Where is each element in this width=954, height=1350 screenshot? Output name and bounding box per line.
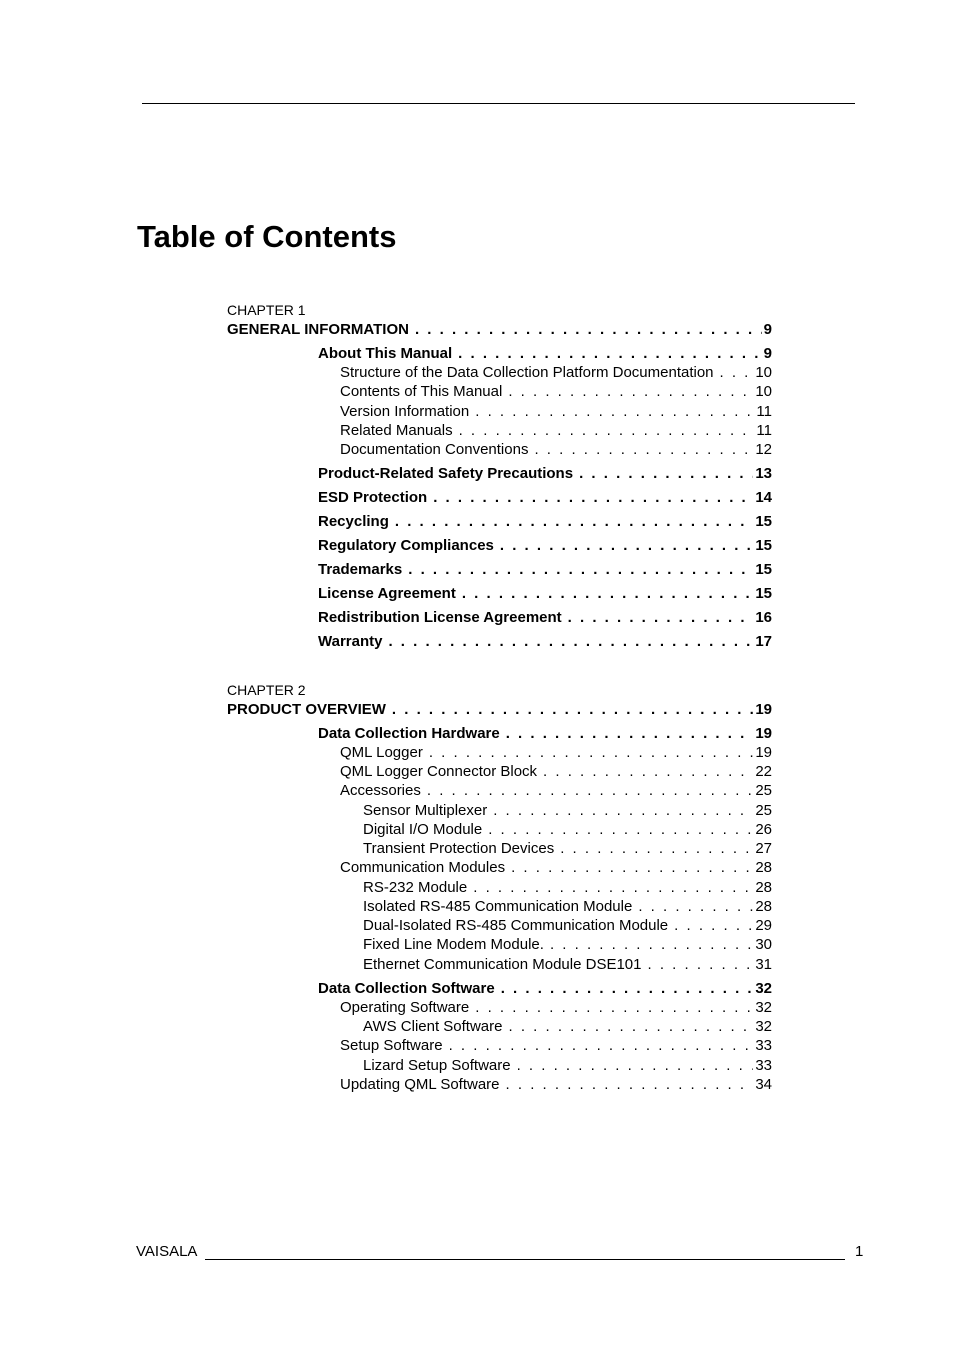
dot-leader xyxy=(503,1017,754,1036)
toc-entry-page: 13 xyxy=(755,465,772,482)
toc-entry[interactable] xyxy=(340,998,772,1017)
toc-entry-page: 16 xyxy=(755,609,772,626)
toc-entry[interactable] xyxy=(340,1075,772,1094)
toc-entry-title: About This Manual xyxy=(318,345,453,362)
toc-entry-title: Product-Related Safety Precautions xyxy=(318,465,574,482)
toc-entry[interactable] xyxy=(363,878,772,897)
dot-leader xyxy=(456,584,753,603)
dot-leader xyxy=(469,402,754,421)
toc-entry[interactable] xyxy=(318,584,772,603)
toc-entry-page: 26 xyxy=(755,821,772,838)
toc-entry-title: Warranty xyxy=(318,633,383,650)
toc-entry-title: Recycling xyxy=(318,513,389,530)
dot-leader xyxy=(641,955,753,974)
toc-entry[interactable] xyxy=(363,820,772,839)
dot-leader xyxy=(487,801,753,820)
toc-entry-title: Data Collection Software xyxy=(318,980,495,997)
toc-entry-title: Fixed Line Modem Module. xyxy=(363,936,544,953)
toc-entry-title: License Agreement xyxy=(318,585,456,602)
dot-leader xyxy=(537,762,753,781)
dot-leader xyxy=(421,781,753,800)
dot-leader xyxy=(423,743,753,762)
toc-entry[interactable] xyxy=(340,743,772,762)
toc-entry-page: 28 xyxy=(755,898,772,915)
toc-entry-page: 34 xyxy=(755,1076,772,1093)
toc-entry[interactable] xyxy=(318,536,772,555)
toc-entry[interactable] xyxy=(318,560,772,579)
dot-leader xyxy=(573,464,753,483)
toc-entry[interactable] xyxy=(363,916,772,935)
toc-entry[interactable] xyxy=(340,1036,772,1055)
dot-leader xyxy=(386,700,753,719)
footer-brand: VAISALA xyxy=(136,1243,198,1260)
toc-entry-title: Dual-Isolated RS-485 Communication Module xyxy=(363,917,669,934)
toc-entry-title: Digital I/O Module xyxy=(363,821,483,838)
dot-leader xyxy=(544,935,753,954)
dot-leader xyxy=(528,440,753,459)
dot-leader xyxy=(494,536,753,555)
toc-entry-title: Transient Protection Devices xyxy=(363,840,555,857)
toc-entry-title: Redistribution License Agreement xyxy=(318,609,562,626)
toc-entry-title: Documentation Conventions xyxy=(340,441,529,458)
dot-leader xyxy=(409,320,762,339)
toc-entry-title: ESD Protection xyxy=(318,489,428,506)
dot-leader xyxy=(427,488,753,507)
toc-entry-page: 19 xyxy=(755,744,772,761)
toc-entry-page: 14 xyxy=(755,489,772,506)
toc-entry-page: 11 xyxy=(756,422,772,439)
toc-entry[interactable] xyxy=(340,858,772,877)
page-title: Table of Contents xyxy=(137,219,397,254)
toc-entry-page: 11 xyxy=(756,403,772,420)
dot-leader xyxy=(495,979,754,998)
toc-entry-page: 15 xyxy=(755,561,772,578)
header-rule xyxy=(142,103,855,104)
dot-leader xyxy=(500,724,754,743)
toc-entry-page: 19 xyxy=(755,725,772,742)
toc-entry[interactable] xyxy=(318,464,772,483)
toc-entry-title: Trademarks xyxy=(318,561,403,578)
dot-leader xyxy=(453,421,755,440)
toc-entry-title: Ethernet Communication Module DSE101 xyxy=(363,956,642,973)
dot-leader xyxy=(632,897,753,916)
toc-entry-page: 15 xyxy=(755,585,772,602)
dot-leader xyxy=(668,916,753,935)
toc-entry[interactable] xyxy=(340,781,772,800)
toc-entry-page: 9 xyxy=(763,321,772,338)
toc-entry-page: 33 xyxy=(755,1037,772,1054)
toc-entry-title: Sensor Multiplexer xyxy=(363,802,488,819)
toc-entry[interactable] xyxy=(340,363,772,382)
toc-entry-title: Isolated RS-485 Communication Module xyxy=(363,898,633,915)
toc-entry-page: 15 xyxy=(755,513,772,530)
dot-leader xyxy=(500,1075,754,1094)
toc-entry-page: 30 xyxy=(755,936,772,953)
dot-leader xyxy=(482,820,753,839)
dot-leader xyxy=(452,344,761,363)
toc-entry-page: 12 xyxy=(755,441,772,458)
dot-leader xyxy=(511,1056,754,1075)
chapter-label: CHAPTER 1 xyxy=(227,302,306,318)
toc-entry-title: QML Logger Connector Block xyxy=(340,763,538,780)
toc-entry-title: Setup Software xyxy=(340,1037,443,1054)
toc-entry[interactable] xyxy=(340,440,772,459)
toc-entry[interactable] xyxy=(318,344,772,363)
toc-entry[interactable] xyxy=(363,897,772,916)
toc-entry[interactable] xyxy=(318,488,772,507)
toc-entry[interactable] xyxy=(227,320,772,339)
toc-entry-title: AWS Client Software xyxy=(363,1018,503,1035)
toc-entry[interactable] xyxy=(227,700,772,719)
toc-entry[interactable] xyxy=(340,402,772,421)
toc-entry-title: Related Manuals xyxy=(340,422,453,439)
toc-entry[interactable] xyxy=(318,979,772,998)
dot-leader xyxy=(469,998,753,1017)
dot-leader xyxy=(554,839,753,858)
dot-leader xyxy=(714,363,754,382)
toc-entry[interactable] xyxy=(318,512,772,531)
toc-entry[interactable] xyxy=(363,839,772,858)
dot-leader xyxy=(389,512,753,531)
toc-entry[interactable] xyxy=(340,762,772,781)
toc-entry-title: Version Information xyxy=(340,403,470,420)
toc-entry-page: 29 xyxy=(755,917,772,934)
toc-entry-title: Accessories xyxy=(340,782,421,799)
dot-leader xyxy=(467,878,753,897)
toc-entry[interactable] xyxy=(340,382,772,401)
toc-entry-title: Operating Software xyxy=(340,999,470,1016)
toc-entry-title: RS-232 Module xyxy=(363,879,468,896)
toc-entry-page: 17 xyxy=(755,633,772,650)
toc-entry[interactable] xyxy=(363,955,772,974)
toc-entry-title: Updating QML Software xyxy=(340,1076,500,1093)
toc-entry[interactable] xyxy=(318,632,772,651)
toc-entry-page: 22 xyxy=(755,763,772,780)
toc-entry-page: 32 xyxy=(755,980,772,997)
toc-entry-title: Structure of the Data Collection Platform Documentation xyxy=(340,364,714,381)
toc-entry[interactable] xyxy=(318,724,772,743)
toc-entry-title: Regulatory Compliances xyxy=(318,537,494,554)
dot-leader xyxy=(402,560,753,579)
toc-entry-page: 28 xyxy=(755,879,772,896)
dot-leader xyxy=(502,382,753,401)
toc-entry-page: 33 xyxy=(755,1057,772,1074)
toc-entry[interactable] xyxy=(363,935,772,954)
toc-entry-page: 25 xyxy=(755,802,772,819)
toc-entry-title: Data Collection Hardware xyxy=(318,725,500,742)
toc-entry-page: 15 xyxy=(755,537,772,554)
toc-entry-title: Communication Modules xyxy=(340,859,506,876)
dot-leader xyxy=(562,608,754,627)
toc-entry[interactable] xyxy=(363,1056,772,1075)
toc-entry[interactable] xyxy=(363,1017,772,1036)
toc-entry[interactable] xyxy=(363,801,772,820)
footer-page-number: 1 xyxy=(855,1243,864,1260)
toc-entry[interactable] xyxy=(340,421,772,440)
toc-entry-page: 25 xyxy=(755,782,772,799)
toc-entry-page: 19 xyxy=(755,701,772,718)
toc-entry-title: PRODUCT OVERVIEW xyxy=(227,701,386,718)
toc-entry-page: 9 xyxy=(763,345,772,362)
toc-entry-page: 32 xyxy=(755,1018,772,1035)
footer-rule xyxy=(205,1259,845,1260)
toc-entry-page: 31 xyxy=(755,956,772,973)
toc-entry-title: Lizard Setup Software xyxy=(363,1057,511,1074)
toc-entry-page: 10 xyxy=(755,383,772,400)
toc-entry[interactable] xyxy=(318,608,772,627)
toc-entry-page: 10 xyxy=(755,364,772,381)
chapter-label: CHAPTER 2 xyxy=(227,682,306,698)
toc-entry-title: GENERAL INFORMATION xyxy=(227,321,409,338)
dot-leader xyxy=(505,858,753,877)
toc-entry-page: 28 xyxy=(755,859,772,876)
dot-leader xyxy=(443,1036,754,1055)
toc-entry-page: 27 xyxy=(755,840,772,857)
toc-entry-title: QML Logger xyxy=(340,744,423,761)
dot-leader xyxy=(382,632,753,651)
toc-entry-page: 32 xyxy=(755,999,772,1016)
toc-entry-title: Contents of This Manual xyxy=(340,383,503,400)
